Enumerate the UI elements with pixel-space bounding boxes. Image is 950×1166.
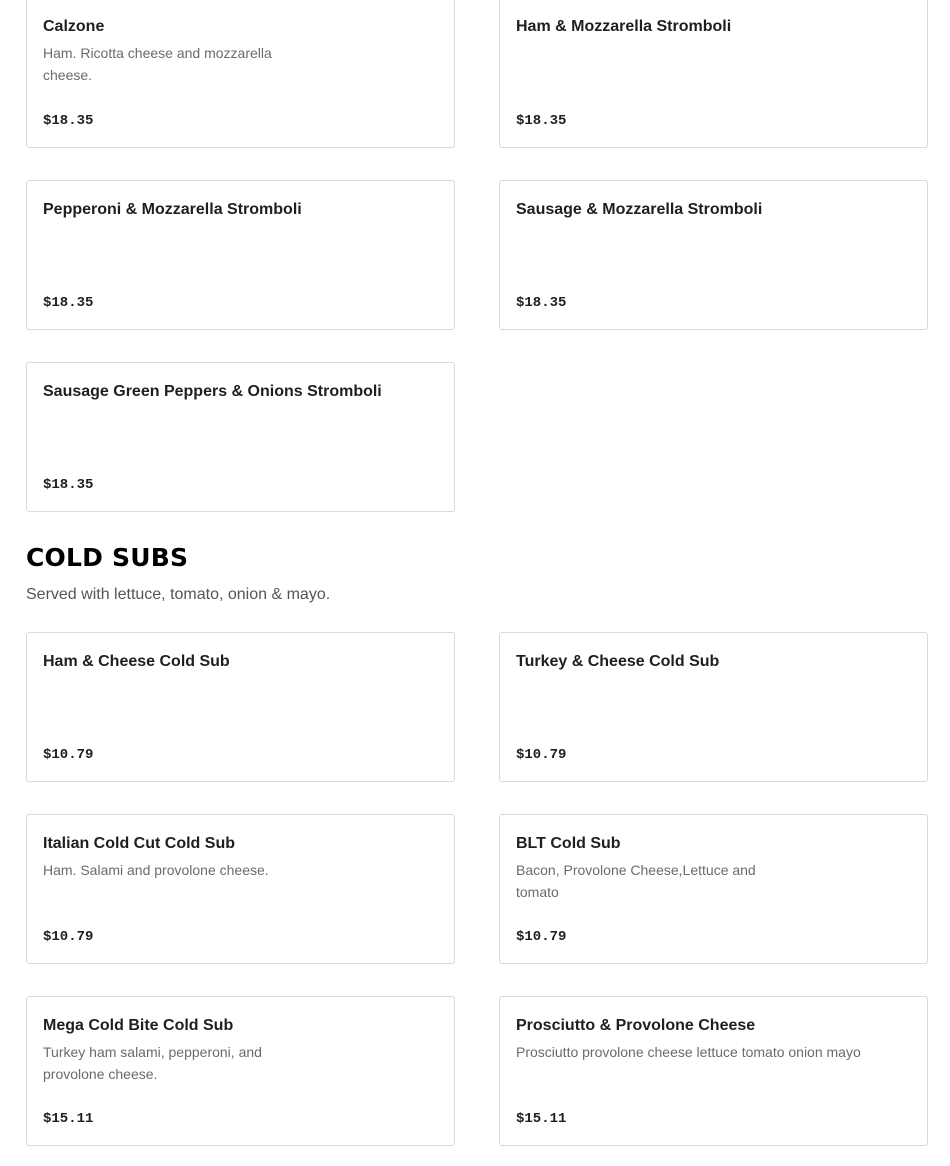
menu-item-price: $10.79: [516, 929, 567, 945]
menu-item-name: Mega Cold Bite Cold Sub: [43, 1017, 234, 1034]
menu-item-name: Italian Cold Cut Cold Sub: [43, 835, 235, 852]
menu-item-card[interactable]: [499, 0, 928, 148]
menu-item-price: $18.35: [516, 113, 567, 129]
menu-item-card[interactable]: [26, 996, 455, 1146]
menu-item-card[interactable]: [26, 632, 455, 782]
menu-item-card[interactable]: [26, 814, 455, 964]
menu-item-description: Ham. Salami and provolone cheese.: [43, 862, 269, 878]
menu-item-price: $15.11: [43, 1111, 94, 1127]
menu-item-price: $15.11: [516, 1111, 567, 1127]
menu-item-card[interactable]: [499, 632, 928, 782]
menu-item-description: Prosciutto provolone cheese lettuce tomato onion mayo: [516, 1044, 861, 1060]
menu-item-price: $18.35: [43, 295, 94, 311]
menu-item-name: BLT Cold Sub: [516, 835, 621, 852]
menu-item-price: $18.35: [43, 113, 94, 129]
menu-item-card[interactable]: [26, 180, 455, 330]
menu-item-name: Ham & Mozzarella Stromboli: [516, 18, 732, 35]
menu-item-price: $10.79: [43, 747, 94, 763]
cold-subs-grid: [26, 632, 928, 1146]
stromboli-grid: [26, 0, 928, 512]
menu-item-card[interactable]: [499, 814, 928, 964]
menu-item-name: Turkey & Cheese Cold Sub: [516, 653, 720, 670]
menu-item-name: Ham & Cheese Cold Sub: [43, 653, 230, 670]
menu-item-name: Calzone: [43, 18, 105, 35]
menu-item-card[interactable]: [499, 996, 928, 1146]
menu-item-name: Sausage & Mozzarella Stromboli: [516, 201, 763, 218]
menu-item-card[interactable]: [499, 180, 928, 330]
section-title-cold-subs: COLD SUBS: [26, 543, 189, 572]
menu-item-price: $10.79: [516, 747, 567, 763]
menu-item-price: $18.35: [516, 295, 567, 311]
menu-item-card[interactable]: [26, 0, 455, 148]
menu-item-name: Pepperoni & Mozzarella Stromboli: [43, 201, 302, 218]
menu-item-price: $18.35: [43, 477, 94, 493]
menu-item-description: Ham. Ricotta cheese and mozzarella cheese.: [43, 45, 272, 83]
menu-item-card[interactable]: [26, 362, 455, 512]
section-description: Served with lettuce, tomato, onion & mayo.: [26, 586, 331, 603]
menu-item-name: Prosciutto & Provolone Cheese: [516, 1017, 756, 1034]
menu-item-description: Bacon, Provolone Cheese,Lettuce and tomato: [516, 862, 756, 900]
menu-item-description: Turkey ham salami, pepperoni, and provolone cheese.: [43, 1044, 262, 1082]
menu-item-name: Sausage Green Peppers & Onions Stromboli: [43, 383, 382, 400]
menu-item-price: $10.79: [43, 929, 94, 945]
